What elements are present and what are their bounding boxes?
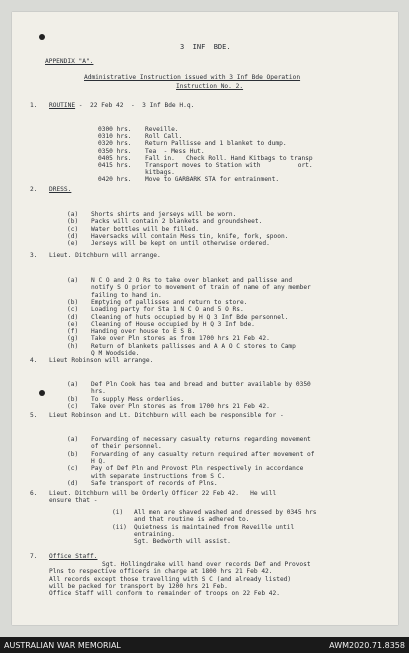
item-text: H Q. (91, 457, 106, 465)
footer-source: AUSTRALIAN WAR MEMORIAL (4, 641, 121, 650)
section-7-number: 7. (30, 553, 38, 560)
item-text: Jerseys will be kept on until otherwise ordered. (91, 240, 270, 248)
schedule-activity: kitbags. (145, 169, 175, 177)
item-text: Take over Pln stores as from 1700 hrs 21 Feb 42. (91, 402, 270, 410)
office-staff-line: Plns to respective officers in charge at 1800 hrs 21 Feb 42. (49, 568, 273, 576)
item-text: Cleaning of House occupied by H Q 3 Inf bde. (91, 320, 255, 328)
item-letter: (a) (67, 277, 79, 284)
punch-hole (39, 390, 45, 396)
section-1-number: 1. (30, 102, 38, 109)
schedule-time: 0310 hrs. (98, 133, 132, 141)
item-letter: (b) (67, 395, 79, 403)
item-text: Take over Pln stores as from 1700 hrs 21 Feb 42. (91, 335, 270, 343)
office-staff-line: All records except those travelling with S C (and already listed) (49, 575, 292, 583)
item-text: entraining. (134, 530, 175, 538)
section-4-number: 4. (30, 357, 38, 364)
item-text: Forwarding of any casualty return required after movement of (91, 450, 315, 458)
section-3-text: Lieut. Ditchburn will arrange. (49, 252, 161, 259)
item-text: Emptying of pallisses and return to store. (91, 298, 248, 306)
schedule-time: 0420 hrs. (98, 176, 132, 184)
title-line-1: Administrative Instruction issued with 3 Inf Bde Operation (84, 74, 301, 81)
schedule-activity: Reveille. (145, 126, 179, 133)
item-letter: (c) (67, 465, 79, 473)
office-staff-line: Office Staff will conform to remainder of troops on 22 Feb 42. (49, 590, 280, 598)
item-letter: (d) (67, 479, 79, 487)
schedule-time: 0350 hrs. (98, 147, 132, 155)
item-letter: (b) (67, 450, 79, 458)
schedule-activity: Transport moves to Station with ort. (145, 162, 313, 169)
section-5-number: 5. (30, 412, 38, 419)
archive-footer (0, 637, 409, 653)
item-letter: (f) (67, 328, 79, 336)
item-letter: (c) (67, 402, 79, 410)
item-text: Loading party for Sta 1 N C O and 5 O Rs. (91, 306, 244, 314)
section-1-rest: - 22 Feb 42 - 3 Inf Bde H.q. (75, 102, 195, 109)
section-5-text: Lieut Robinson and Lt. Ditchburn will each be responsible for - (49, 412, 284, 419)
schedule-activity: Fall in. Check Roll. Hand Kitbags to transp (145, 154, 313, 162)
item-letter: (d) (67, 313, 79, 321)
section-1-heading (49, 102, 194, 109)
office-staff-line: will be packed for transport by 1200 hrs 21 Feb. (49, 582, 228, 590)
item-letter: (e) (67, 320, 79, 328)
item-letter: (c) (67, 225, 79, 233)
schedule-time: 0405 hrs. (98, 154, 132, 162)
schedule-time: 0300 hrs. (98, 126, 132, 133)
section-6-number: 6. (30, 490, 38, 497)
item-letter: (h) (67, 342, 79, 350)
item-text: hrs. (91, 388, 106, 396)
item-letter: (b) (67, 218, 79, 226)
item-text: and that routine is adhered to. (134, 516, 250, 524)
item-text: Def Pln Cook has tea and bread and butter available by 0350 (91, 381, 311, 388)
appendix-label: APPENDIX "A". (45, 58, 94, 65)
item-text: Forwarding of necessary casualty returns regarding movement (91, 436, 311, 443)
schedule-time: 0320 hrs. (98, 140, 132, 148)
item-text: N C O and 2 O Rs to take over blanket and pallisse and (91, 277, 293, 284)
section-7-label: Office Staff. (49, 553, 98, 560)
schedule-activity: Roll Call. (145, 133, 183, 141)
item-text: Handing over house to E S B. (91, 328, 196, 336)
item-text: failing to hand in. (91, 291, 162, 299)
item-text: notify S O prior to movement of train of name of any member (91, 284, 311, 292)
item-text: Cleaning of huts occupied by H Q 3 Inf Bde personnel. (91, 313, 289, 321)
item-text: All men are shaved washed and dressed by 0345 hrs (134, 509, 317, 516)
item-text: Quietness is maintained from Reveille until (134, 523, 295, 531)
document-page (12, 12, 398, 625)
item-text: of their personnel. (91, 443, 162, 451)
item-letter: (c) (67, 306, 79, 314)
item-text: To supply Mess orderlies. (91, 395, 185, 403)
item-text: Packs will contain 2 blankets and groundsheet. (91, 218, 263, 226)
office-staff-line: Sgt. Hollingdrake will hand over records Def and Provost (102, 561, 311, 568)
item-letter: (d) (67, 232, 79, 240)
section-3-number: 3. (30, 252, 38, 259)
item-text: Haversacks will contain Mess tin, knife, fork, spoon. (91, 232, 289, 240)
item-letter: (e) (67, 240, 79, 248)
item-letter: (a) (67, 381, 79, 388)
item-letter: (a) (67, 436, 79, 443)
schedule-activity: Move to GARBARK STA for entrainment. (145, 176, 280, 184)
section-2-number: 2. (30, 186, 38, 193)
item-letter: (b) (67, 298, 79, 306)
item-text: Water bottles will be filled. (91, 225, 200, 233)
section-1-label: ROUTINE (49, 102, 76, 109)
footer-reference: AWM2020.71.8358 (329, 641, 405, 650)
item-letter: (g) (67, 335, 79, 343)
item-text: Q M Woodside. (91, 350, 140, 357)
item-text: Pay of Def Pln and Provost Pln respectively in accordance (91, 465, 304, 473)
item-numeral: (i) (112, 509, 124, 516)
item-numeral: (ii) (112, 523, 127, 531)
schedule-activity: Tea - Mess Hut. (145, 147, 205, 155)
unit-header: 3 INF BDE. (180, 43, 231, 51)
item-letter: (a) (67, 211, 79, 218)
title-line-2: Instruction No. 2. (176, 83, 244, 90)
section-4-text: Lieut Robinson will arrange. (49, 357, 154, 364)
item-text: Safe transport of records of Plns. (91, 479, 218, 487)
schedule-activity: Return Pallisse and 1 blanket to dump. (145, 140, 287, 148)
section-6-text-1: Lieut. Ditchburn will be Orderly Officer 22 Feb 42. He will (49, 490, 277, 497)
punch-hole (39, 34, 45, 40)
item-text: Sgt. Bedworth will assist. (134, 538, 231, 546)
section-6-text-2: ensure that - (49, 497, 98, 504)
schedule-time: 0415 hrs. (98, 162, 132, 169)
item-text: Return of blankets pallisses and A A O C stores to Camp (91, 342, 296, 350)
item-text: Shorts shirts and jerseys will be worn. (91, 211, 237, 218)
section-2-label: DRESS. (49, 186, 72, 193)
item-text: with separate instructions from S C. (91, 472, 226, 480)
